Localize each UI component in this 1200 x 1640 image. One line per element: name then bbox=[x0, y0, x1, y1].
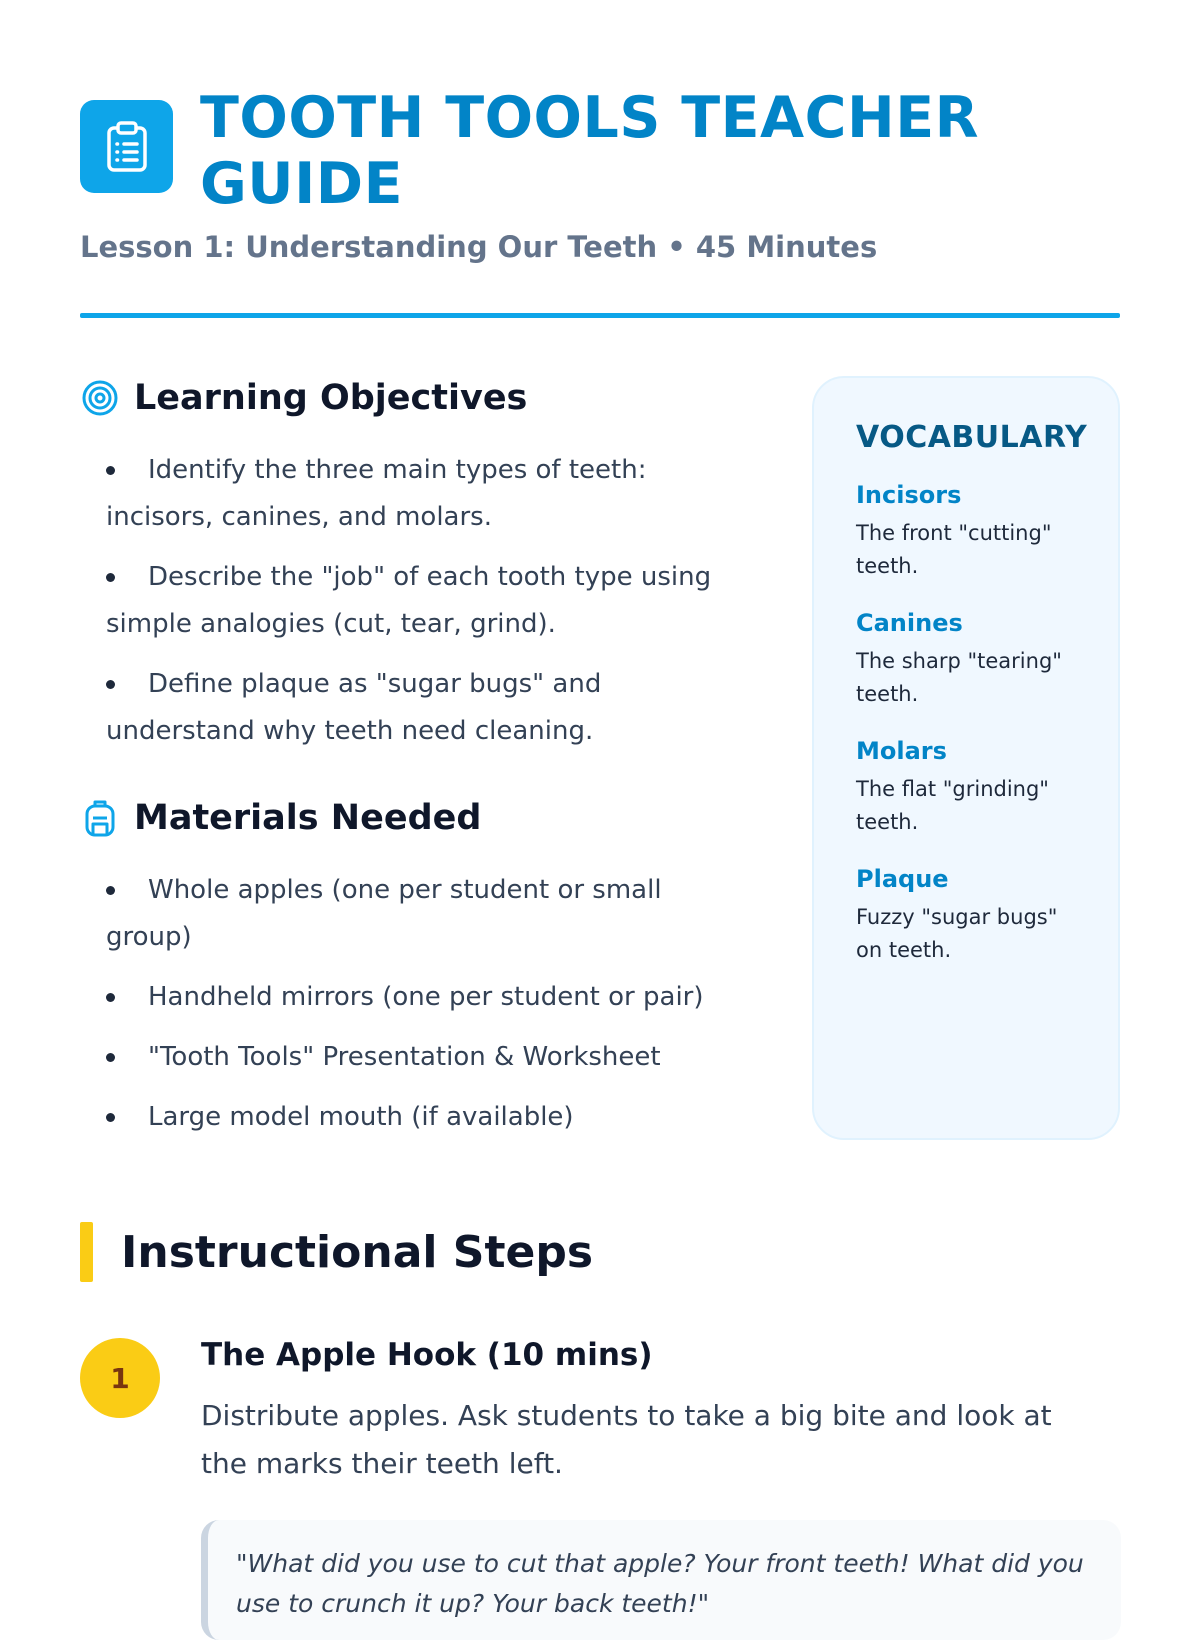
objectives-list bbox=[106, 447, 736, 768]
lesson-subtitle: Lesson 1: Understanding Our Teeth • 45 Minutes bbox=[80, 230, 878, 264]
vocab-term bbox=[856, 481, 1090, 583]
vocab-term bbox=[856, 737, 1090, 839]
vocab-definition: The front "cutting" teeth. bbox=[856, 521, 1052, 578]
vocabulary-heading: VOCABULARY bbox=[856, 420, 1088, 455]
vocab-word: Molars bbox=[856, 737, 947, 765]
vocab-word: Plaque bbox=[856, 865, 949, 893]
clipboard-list-icon bbox=[80, 100, 173, 193]
quote-text: "What did you use to cut that apple? Your front teeth! What did you use to crunch it up? Your back teeth!" bbox=[236, 1549, 1084, 1618]
steps-heading bbox=[80, 1222, 593, 1282]
materials-title: Materials Needed bbox=[134, 798, 482, 838]
step-description: Distribute apples. Ask students to take a big bite and look at the marks their teeth left. bbox=[201, 1399, 1052, 1480]
backpack-icon bbox=[80, 798, 120, 838]
list-item: Describe the "job" of each tooth type using simple analogies (cut, tear, grind). bbox=[106, 562, 712, 639]
vocab-definition: The sharp "tearing" teeth. bbox=[856, 649, 1062, 706]
vocab-definition: Fuzzy "sugar bugs" on teeth. bbox=[856, 905, 1058, 962]
vocab-word: Incisors bbox=[856, 481, 962, 509]
list-item: "Tooth Tools" Presentation & Worksheet bbox=[106, 1034, 736, 1081]
vocab-term bbox=[856, 865, 1090, 967]
vocab-word: Canines bbox=[856, 609, 963, 637]
materials-list bbox=[106, 867, 736, 1154]
step-title: The Apple Hook (10 mins) bbox=[201, 1337, 653, 1373]
list-item: Handheld mirrors (one per student or pair) bbox=[106, 974, 736, 1021]
list-item: Whole apples (one per student or small group) bbox=[106, 875, 662, 952]
materials-heading bbox=[80, 798, 481, 838]
target-icon bbox=[80, 378, 120, 418]
list-item: Identify the three main types of teeth: incisors, canines, and molars. bbox=[106, 455, 647, 532]
page-title: TOOTH TOOLS TEACHER GUIDE bbox=[200, 85, 980, 217]
objectives-heading bbox=[80, 378, 527, 418]
header-divider bbox=[80, 313, 1120, 318]
vocabulary-card bbox=[812, 376, 1120, 1140]
step-quote bbox=[201, 1520, 1121, 1640]
vocab-definition: The flat "grinding" teeth. bbox=[856, 777, 1049, 834]
steps-title: Instructional Steps bbox=[121, 1226, 594, 1278]
vocab-term bbox=[856, 609, 1090, 711]
heading-accent-bar bbox=[80, 1222, 93, 1282]
step-number-badge: 1 bbox=[80, 1338, 160, 1418]
list-item: Define plaque as "sugar bugs" and understand why teeth need cleaning. bbox=[106, 669, 602, 746]
objectives-title: Learning Objectives bbox=[134, 378, 528, 418]
list-item: Large model mouth (if available) bbox=[106, 1094, 736, 1141]
